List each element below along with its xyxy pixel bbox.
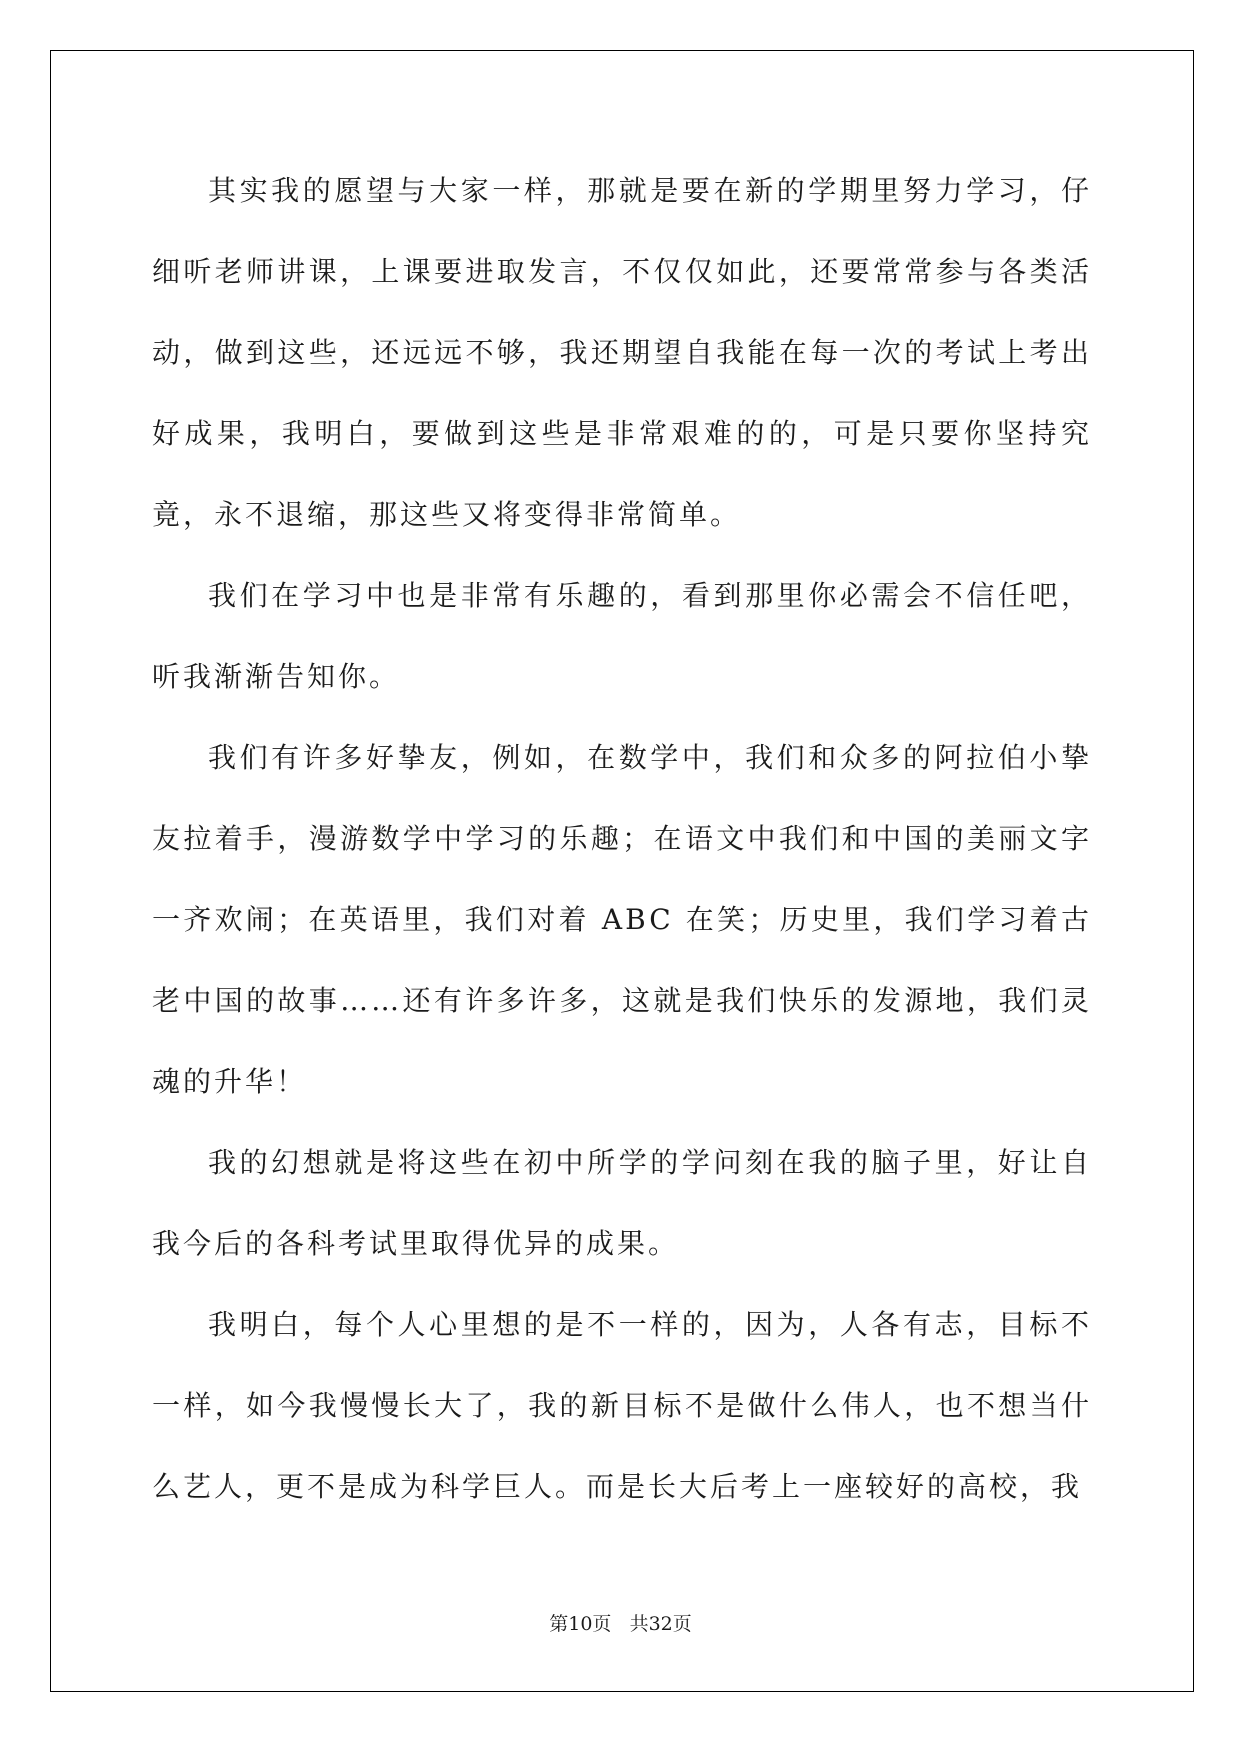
footer-spacer [611,1613,629,1635]
paragraph: 我们在学习中也是非常有乐趣的，看到那里你必需会不信任吧，听我渐渐告知你。 [152,579,1092,693]
paragraph: 其实我的愿望与大家一样，那就是要在新的学期里努力学习，仔细听老师讲课，上课要进取发言，不仅仅如此，还要常常参与各类活动，做到这些，还远远不够，我还期望自我能在每一次的考试上考出好成果，我明白，要做到这些是非常艰难的的，可是只要你坚持究竟，永不退缩，那这些又将变得非常简单。 [152,174,1092,531]
page-total: 共32页 [629,1613,692,1635]
paragraph: 我明白，每个人心里想的是不一样的，因为，人各有志，目标不一样，如今我慢慢长大了，我的新目标不是做什么伟人，也不想当什么艺人，更不是成为科学巨人。而是长大后考上一座较好的高校，我 [152,1308,1092,1503]
document-body [152,150,1092,1527]
page-footer [0,1612,1241,1636]
paragraph: 我的幻想就是将这些在初中所学的学问刻在我的脑子里，好让自我今后的各科考试里取得优异的成果。 [152,1146,1092,1260]
page-number: 第10页 [549,1613,612,1635]
paragraph: 我们有许多好挚友，例如，在数学中，我们和众多的阿拉伯小挚友拉着手，漫游数学中学习的乐趣；在语文中我们和中国的美丽文字一齐欢闹；在英语里，我们对着 ABC 在笑；历史里，我们学习着古老中国的故事……还有许多许多，这就是我们快乐的发源地，我们灵魂的升华！ [152,741,1092,1098]
